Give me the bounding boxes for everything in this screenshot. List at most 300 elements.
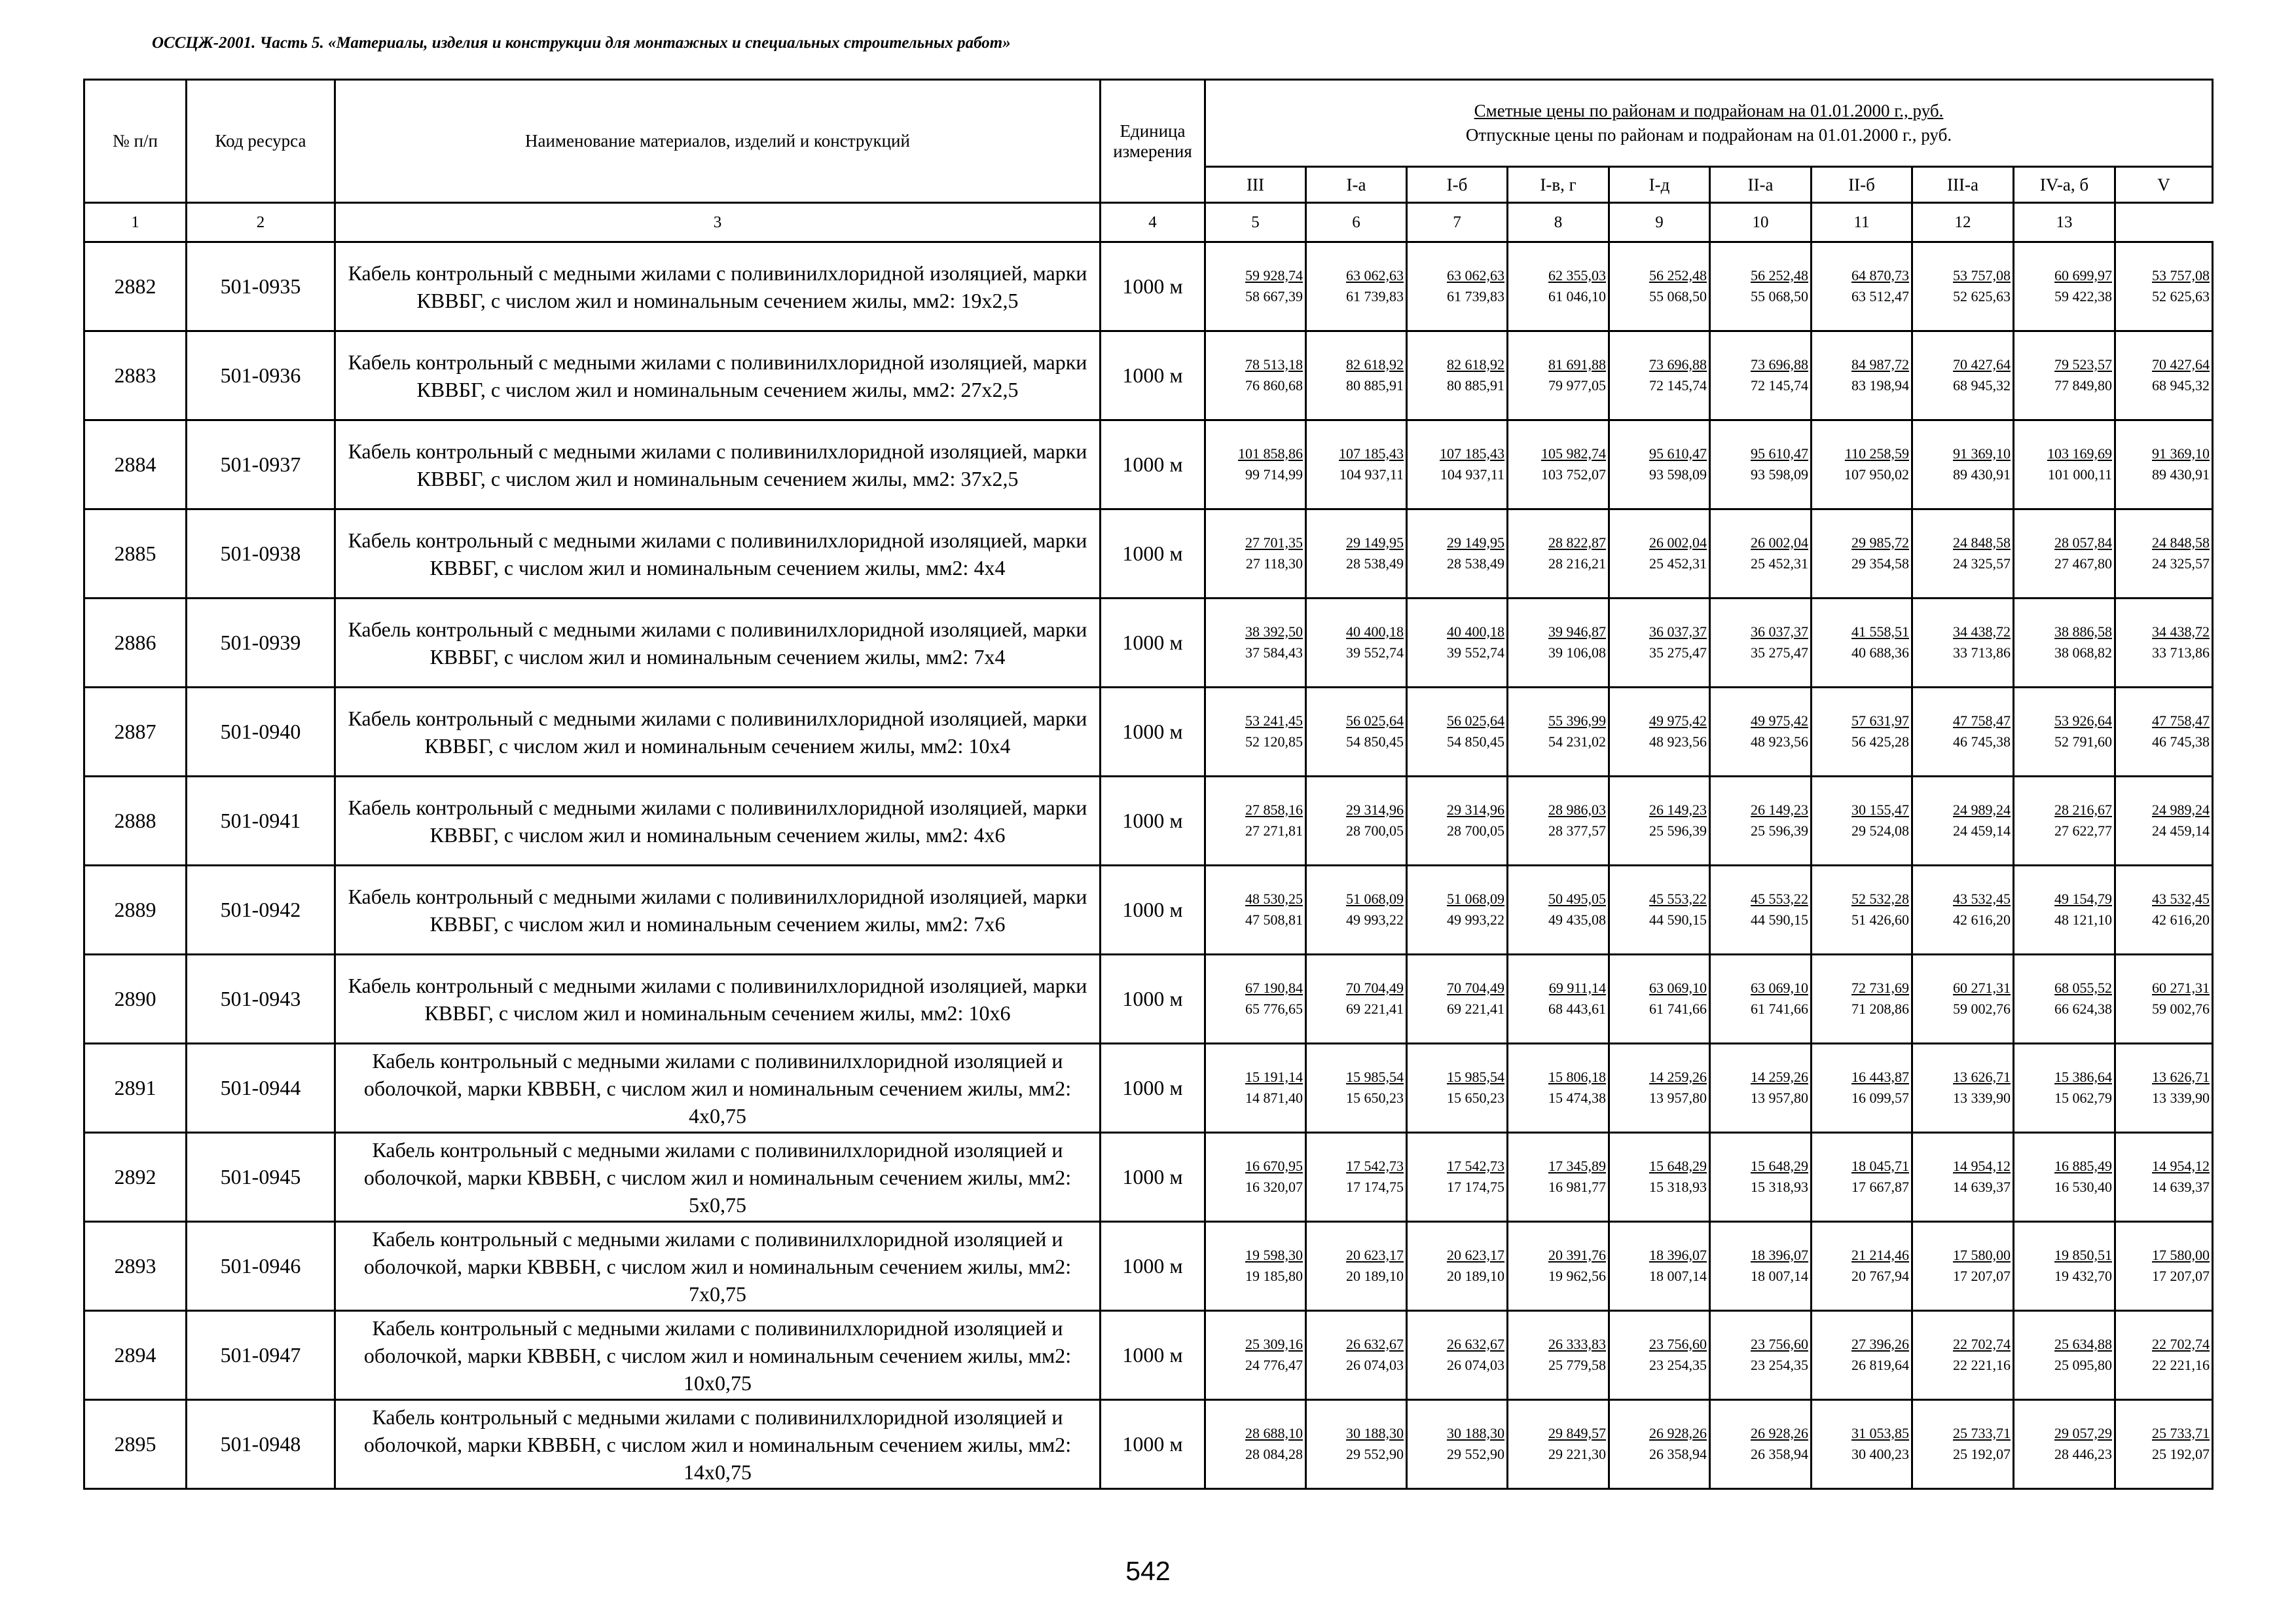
- table-row: [84, 509, 2213, 599]
- release-price: 16 530,40: [2054, 1178, 2112, 1195]
- row-number: 2887: [84, 688, 187, 777]
- release-price: 69 221,41: [1447, 1000, 1504, 1017]
- price-cell: [1609, 1133, 1710, 1222]
- column-index: 9: [1609, 203, 1710, 242]
- price-cell: [1812, 1311, 1912, 1400]
- page-number: 542: [1125, 1556, 1171, 1586]
- release-price: 22 221,16: [1953, 1356, 2011, 1373]
- price-cell: [1710, 1044, 1812, 1133]
- release-price: 23 254,35: [1649, 1356, 1707, 1373]
- release-price: 54 850,45: [1346, 733, 1404, 750]
- estimate-price: 24 848,58: [1953, 534, 2011, 551]
- estimate-price: 28 216,67: [2054, 801, 2112, 818]
- release-price: 42 616,20: [1953, 911, 2011, 928]
- table-row: [84, 1044, 2213, 1133]
- release-price: 99 714,99: [1245, 466, 1303, 483]
- release-price: 25 452,31: [1751, 555, 1808, 572]
- price-cell: [1306, 777, 1407, 866]
- region-header: I-б: [1407, 167, 1508, 203]
- unit-of-measure: 1000 м: [1101, 1222, 1205, 1311]
- estimate-price: 36 037,37: [1751, 623, 1808, 640]
- price-cell: [1407, 1311, 1508, 1400]
- estimate-price: 20 623,17: [1447, 1246, 1504, 1263]
- price-cell: [2115, 420, 2213, 509]
- release-price: 61 739,83: [1447, 287, 1504, 304]
- release-price: 35 275,47: [1649, 644, 1707, 661]
- price-cell: [1205, 599, 1306, 688]
- price-cell: [1407, 1133, 1508, 1222]
- price-cell: [1306, 599, 1407, 688]
- estimate-price: 25 733,71: [2152, 1424, 2210, 1441]
- price-cell: [1710, 331, 1812, 420]
- release-price: 83 198,94: [1851, 377, 1909, 394]
- price-cell: [1609, 955, 1710, 1044]
- estimate-price: 95 610,47: [1751, 445, 1808, 462]
- price-cell: [1508, 1222, 1609, 1311]
- estimate-price: 105 982,74: [1541, 445, 1606, 462]
- estimate-price: 16 443,87: [1851, 1068, 1909, 1085]
- estimate-price: 40 400,18: [1447, 623, 1504, 640]
- price-cell: [1812, 331, 1912, 420]
- price-cell: [1609, 420, 1710, 509]
- price-cell: [2014, 777, 2115, 866]
- material-name: Кабель контрольный с медными жилами с поливинилхлоридной изоляцией, марки КВВБГ, с числом жил и номинальным сечением жилы, мм2: 7х6: [335, 866, 1101, 955]
- estimate-price: 15 648,29: [1751, 1157, 1808, 1174]
- estimate-price: 39 946,87: [1548, 623, 1606, 640]
- price-cell: [2014, 1133, 2115, 1222]
- price-cell: [1407, 688, 1508, 777]
- release-price: 18 007,14: [1751, 1267, 1808, 1284]
- release-price: 71 208,86: [1851, 1000, 1909, 1017]
- resource-code: 501-0945: [187, 1133, 335, 1222]
- material-name: Кабель контрольный с медными жилами с поливинилхлоридной изоляцией и оболочкой, марки КВВБН, с числом жил и номинальным сечением жилы, мм2: 7х0,75: [335, 1222, 1101, 1311]
- price-table: [83, 79, 2214, 1490]
- release-price: 15 650,23: [1346, 1089, 1404, 1106]
- price-cell: [1710, 242, 1812, 331]
- region-header: V: [2115, 167, 2213, 203]
- estimate-price: 48 530,25: [1245, 890, 1303, 907]
- unit-of-measure: 1000 м: [1101, 331, 1205, 420]
- estimate-price: 107 185,43: [1339, 445, 1404, 462]
- price-cell: [1912, 420, 2014, 509]
- release-price: 65 776,65: [1245, 1000, 1303, 1017]
- estimate-price: 57 631,97: [1851, 712, 1909, 729]
- resource-code: 501-0938: [187, 509, 335, 599]
- estimate-price: 62 355,03: [1548, 267, 1606, 284]
- release-price: 35 275,47: [1751, 644, 1808, 661]
- price-cell: [1508, 331, 1609, 420]
- estimate-price: 26 149,23: [1751, 801, 1808, 818]
- region-header: I-в, г: [1508, 167, 1609, 203]
- estimate-price: 31 053,85: [1851, 1424, 1909, 1441]
- price-cell: [1912, 1400, 2014, 1489]
- row-number: 2888: [84, 777, 187, 866]
- estimate-price: 25 634,88: [2054, 1335, 2112, 1352]
- estimate-price: 20 391,76: [1548, 1246, 1606, 1263]
- estimate-price: 22 702,74: [1953, 1335, 2011, 1352]
- price-cell: [1912, 1044, 2014, 1133]
- estimate-price: 13 626,71: [2152, 1068, 2210, 1085]
- column-index: 2: [187, 203, 335, 242]
- release-price: 49 993,22: [1447, 911, 1504, 928]
- table-row: [84, 331, 2213, 420]
- price-cell: [1710, 1311, 1812, 1400]
- release-price: 25 779,58: [1548, 1356, 1606, 1373]
- price-cell: [1812, 688, 1912, 777]
- price-cell: [1407, 777, 1508, 866]
- resource-code: 501-0948: [187, 1400, 335, 1489]
- price-cell: [1710, 1400, 1812, 1489]
- price-cell: [2014, 420, 2115, 509]
- price-cell: [1609, 331, 1710, 420]
- release-price: 28 084,28: [1245, 1445, 1303, 1462]
- price-cell: [1407, 1400, 1508, 1489]
- estimate-price: 30 188,30: [1447, 1424, 1504, 1441]
- price-cell: [1205, 866, 1306, 955]
- col-header-unit: Единица измерения: [1101, 80, 1205, 203]
- price-cell: [1912, 599, 2014, 688]
- estimate-price: 25 733,71: [1953, 1424, 2011, 1441]
- release-price: 93 598,09: [1751, 466, 1808, 483]
- release-price: 33 713,86: [2152, 644, 2210, 661]
- price-cell: [1710, 688, 1812, 777]
- column-index: 4: [1101, 203, 1205, 242]
- estimate-price: 23 756,60: [1751, 1335, 1808, 1352]
- price-cell: [1812, 955, 1912, 1044]
- release-price: 22 221,16: [2152, 1356, 2210, 1373]
- estimate-price: 19 850,51: [2054, 1246, 2112, 1263]
- price-cell: [1812, 1133, 1912, 1222]
- estimate-price: 13 626,71: [1953, 1068, 2011, 1085]
- price-cell: [1407, 955, 1508, 1044]
- price-cell: [2115, 866, 2213, 955]
- release-price: 28 700,05: [1447, 822, 1504, 839]
- release-price: 14 639,37: [1953, 1178, 2011, 1195]
- price-cell: [1306, 1400, 1407, 1489]
- resource-code: 501-0944: [187, 1044, 335, 1133]
- estimate-price: 73 696,88: [1649, 356, 1707, 373]
- column-index: 5: [1205, 203, 1306, 242]
- price-cell: [2014, 866, 2115, 955]
- price-cell: [1508, 599, 1609, 688]
- price-cell: [1205, 509, 1306, 599]
- release-price: 54 231,02: [1548, 733, 1606, 750]
- release-price: 72 145,74: [1649, 377, 1707, 394]
- release-price: 20 767,94: [1851, 1267, 1909, 1284]
- estimate-price: 52 532,28: [1851, 890, 1909, 907]
- column-index: 1: [84, 203, 187, 242]
- region-header: III-а: [1912, 167, 2014, 203]
- estimate-price: 73 696,88: [1751, 356, 1808, 373]
- release-price: 47 508,81: [1245, 911, 1303, 928]
- price-cell: [1508, 1044, 1609, 1133]
- release-price: 17 207,07: [2152, 1267, 2210, 1284]
- table-row: [84, 688, 2213, 777]
- table-row: [84, 955, 2213, 1044]
- release-price: 44 590,15: [1751, 911, 1808, 928]
- release-price: 29 552,90: [1346, 1445, 1404, 1462]
- region-header: IV-а, б: [2014, 167, 2115, 203]
- price-cell: [1912, 688, 2014, 777]
- release-price: 40 688,36: [1851, 644, 1909, 661]
- price-cell: [2115, 331, 2213, 420]
- price-cell: [1407, 599, 1508, 688]
- release-price: 24 776,47: [1245, 1356, 1303, 1373]
- release-price: 27 118,30: [1245, 555, 1303, 572]
- estimate-price: 28 986,03: [1548, 801, 1606, 818]
- estimate-price: 17 580,00: [2152, 1246, 2210, 1263]
- release-price: 19 962,56: [1548, 1267, 1606, 1284]
- column-index: 10: [1710, 203, 1812, 242]
- estimate-price: 79 523,57: [2054, 356, 2112, 373]
- region-header: I-а: [1306, 167, 1407, 203]
- unit-of-measure: 1000 м: [1101, 1311, 1205, 1400]
- estimate-price: 53 757,08: [2152, 267, 2210, 284]
- release-price: 13 339,90: [2152, 1089, 2210, 1106]
- estimate-price: 15 191,14: [1245, 1068, 1303, 1085]
- estimate-price: 25 309,16: [1245, 1335, 1303, 1352]
- release-price: 48 121,10: [2054, 911, 2112, 928]
- price-cell: [1205, 1222, 1306, 1311]
- release-price: 19 432,70: [2054, 1267, 2112, 1284]
- material-name: Кабель контрольный с медными жилами с поливинилхлоридной изоляцией и оболочкой, марки КВВБН, с числом жил и номинальным сечением жилы, мм2: 5х0,75: [335, 1133, 1101, 1222]
- release-price: 30 400,23: [1851, 1445, 1909, 1462]
- release-price: 25 452,31: [1649, 555, 1707, 572]
- estimate-price: 28 688,10: [1245, 1424, 1303, 1441]
- estimate-price: 70 427,64: [1953, 356, 2011, 373]
- estimate-price: 29 149,95: [1447, 534, 1504, 551]
- price-cell: [1609, 1222, 1710, 1311]
- release-price: 13 957,80: [1649, 1089, 1707, 1106]
- column-index: 13: [2014, 203, 2115, 242]
- release-price: 59 002,76: [2152, 1000, 2210, 1017]
- price-cell: [2115, 955, 2213, 1044]
- estimate-price: 38 886,58: [2054, 623, 2112, 640]
- price-cell: [2115, 1133, 2213, 1222]
- price-cell: [1912, 1311, 2014, 1400]
- release-price: 61 046,10: [1548, 287, 1606, 304]
- price-cell: [1609, 509, 1710, 599]
- material-name: Кабель контрольный с медными жилами с поливинилхлоридной изоляцией, марки КВВБГ, с числом жил и номинальным сечением жилы, мм2: 10х4: [335, 688, 1101, 777]
- estimate-price: 26 002,04: [1751, 534, 1808, 551]
- release-price: 63 512,47: [1851, 287, 1909, 304]
- estimate-price: 49 975,42: [1751, 712, 1808, 729]
- table-row: [84, 242, 2213, 331]
- release-price: 68 945,32: [1953, 377, 2011, 394]
- price-cell: [1508, 242, 1609, 331]
- release-price: 17 174,75: [1447, 1178, 1504, 1195]
- release-price: 49 993,22: [1346, 911, 1404, 928]
- price-cell: [1205, 1400, 1306, 1489]
- estimate-price: 45 553,22: [1649, 890, 1707, 907]
- release-price: 13 957,80: [1751, 1089, 1808, 1106]
- prices-title-release: Отпускные цены по районам и подрайонам на 01.01.2000 г., руб.: [1465, 125, 1952, 145]
- price-cell: [2014, 242, 2115, 331]
- release-price: 25 192,07: [2152, 1445, 2210, 1462]
- price-cell: [1912, 1222, 2014, 1311]
- release-price: 28 446,23: [2054, 1445, 2112, 1462]
- price-cell: [1812, 777, 1912, 866]
- price-cell: [1812, 599, 1912, 688]
- table-row: [84, 420, 2213, 509]
- estimate-price: 69 911,14: [1548, 979, 1606, 996]
- resource-code: 501-0942: [187, 866, 335, 955]
- estimate-price: 40 400,18: [1346, 623, 1404, 640]
- price-cell: [1609, 866, 1710, 955]
- release-price: 15 318,93: [1751, 1178, 1808, 1195]
- release-price: 52 120,85: [1245, 733, 1303, 750]
- resource-code: 501-0939: [187, 599, 335, 688]
- release-price: 16 981,77: [1548, 1178, 1606, 1195]
- release-price: 29 221,30: [1548, 1445, 1606, 1462]
- price-cell: [1508, 420, 1609, 509]
- resource-code: 501-0936: [187, 331, 335, 420]
- estimate-price: 95 610,47: [1649, 445, 1707, 462]
- column-index: 12: [1912, 203, 2014, 242]
- price-cell: [1710, 420, 1812, 509]
- unit-of-measure: 1000 м: [1101, 1400, 1205, 1489]
- release-price: 15 062,79: [2054, 1089, 2112, 1106]
- release-price: 37 584,43: [1245, 644, 1303, 661]
- column-index: 3: [335, 203, 1101, 242]
- resource-code: 501-0943: [187, 955, 335, 1044]
- material-name: Кабель контрольный с медными жилами с поливинилхлоридной изоляцией, марки КВВБГ, с числом жил и номинальным сечением жилы, мм2: 10х6: [335, 955, 1101, 1044]
- release-price: 61 739,83: [1346, 287, 1404, 304]
- price-cell: [1609, 1400, 1710, 1489]
- material-name: Кабель контрольный с медными жилами с поливинилхлоридной изоляцией, марки КВВБГ, с числом жил и номинальным сечением жилы, мм2: 19х2,5: [335, 242, 1101, 331]
- estimate-price: 29 985,72: [1851, 534, 1909, 551]
- release-price: 61 741,66: [1649, 1000, 1707, 1017]
- estimate-price: 56 252,48: [1751, 267, 1808, 284]
- release-price: 26 819,64: [1851, 1356, 1909, 1373]
- price-cell: [1205, 331, 1306, 420]
- release-price: 26 358,94: [1649, 1445, 1707, 1462]
- column-index: 7: [1407, 203, 1508, 242]
- estimate-price: 47 758,47: [2152, 712, 2210, 729]
- release-price: 28 538,49: [1447, 555, 1504, 572]
- price-cell: [2115, 688, 2213, 777]
- unit-of-measure: 1000 м: [1101, 955, 1205, 1044]
- release-price: 28 700,05: [1346, 822, 1404, 839]
- price-cell: [1205, 1133, 1306, 1222]
- price-cell: [1508, 777, 1609, 866]
- row-number: 2884: [84, 420, 187, 509]
- estimate-price: 103 169,69: [2047, 445, 2112, 462]
- unit-of-measure: 1000 м: [1101, 1044, 1205, 1133]
- estimate-price: 41 558,51: [1851, 623, 1909, 640]
- price-cell: [2115, 1044, 2213, 1133]
- price-cell: [1912, 242, 2014, 331]
- price-cell: [1407, 1222, 1508, 1311]
- estimate-price: 56 252,48: [1649, 267, 1707, 284]
- estimate-price: 22 702,74: [2152, 1335, 2210, 1352]
- release-price: 24 459,14: [2152, 822, 2210, 839]
- estimate-price: 27 858,16: [1245, 801, 1303, 818]
- estimate-price: 43 532,45: [1953, 890, 2011, 907]
- estimate-price: 82 618,92: [1346, 356, 1404, 373]
- estimate-price: 34 438,72: [2152, 623, 2210, 640]
- price-cell: [2115, 1311, 2213, 1400]
- estimate-price: 30 155,47: [1851, 801, 1909, 818]
- table-row: [84, 1133, 2213, 1222]
- estimate-price: 14 259,26: [1649, 1068, 1707, 1085]
- price-cell: [1205, 420, 1306, 509]
- col-header-prices: [1205, 80, 2213, 167]
- price-cell: [1508, 509, 1609, 599]
- price-cell: [1912, 1133, 2014, 1222]
- estimate-price: 70 427,64: [2152, 356, 2210, 373]
- release-price: 24 325,57: [1953, 555, 2011, 572]
- price-cell: [1306, 1044, 1407, 1133]
- release-price: 27 467,80: [2054, 555, 2112, 572]
- price-cell: [1306, 509, 1407, 599]
- price-cell: [1710, 599, 1812, 688]
- price-cell: [2014, 1044, 2115, 1133]
- price-cell: [1306, 955, 1407, 1044]
- estimate-price: 81 691,88: [1548, 356, 1606, 373]
- price-cell: [1508, 1133, 1609, 1222]
- estimate-price: 27 396,26: [1851, 1335, 1909, 1352]
- price-cell: [2115, 242, 2213, 331]
- price-cell: [2014, 1222, 2115, 1311]
- price-cell: [1812, 242, 1912, 331]
- unit-of-measure: 1000 м: [1101, 420, 1205, 509]
- release-price: 104 937,11: [1440, 466, 1504, 483]
- release-price: 46 745,38: [2152, 733, 2210, 750]
- unit-of-measure: 1000 м: [1101, 1133, 1205, 1222]
- release-price: 89 430,91: [1953, 466, 2011, 483]
- release-price: 15 650,23: [1447, 1089, 1504, 1106]
- release-price: 19 185,80: [1245, 1267, 1303, 1284]
- release-price: 14 639,37: [2152, 1178, 2210, 1195]
- release-price: 77 849,80: [2054, 377, 2112, 394]
- release-price: 29 524,08: [1851, 822, 1909, 839]
- estimate-price: 17 345,89: [1548, 1157, 1606, 1174]
- estimate-price: 50 495,05: [1548, 890, 1606, 907]
- release-price: 55 068,50: [1751, 287, 1808, 304]
- estimate-price: 24 848,58: [2152, 534, 2210, 551]
- estimate-price: 18 396,07: [1751, 1246, 1808, 1263]
- release-price: 28 216,21: [1548, 555, 1606, 572]
- estimate-price: 29 314,96: [1346, 801, 1404, 818]
- price-cell: [1306, 866, 1407, 955]
- col-header-num: № п/п: [84, 80, 187, 203]
- price-cell: [2115, 1222, 2213, 1311]
- release-price: 39 106,08: [1548, 644, 1606, 661]
- estimate-price: 38 392,50: [1245, 623, 1303, 640]
- price-cell: [1508, 955, 1609, 1044]
- estimate-price: 63 069,10: [1751, 979, 1808, 996]
- release-price: 52 791,60: [2054, 733, 2112, 750]
- price-cell: [1205, 1311, 1306, 1400]
- release-price: 23 254,35: [1751, 1356, 1808, 1373]
- release-price: 27 622,77: [2054, 822, 2112, 839]
- release-price: 16 320,07: [1245, 1178, 1303, 1195]
- col-header-code: Код ресурса: [187, 80, 335, 203]
- release-price: 26 074,03: [1447, 1356, 1504, 1373]
- price-cell: [1205, 955, 1306, 1044]
- price-cell: [1508, 866, 1609, 955]
- estimate-price: 28 057,84: [2054, 534, 2112, 551]
- material-name: Кабель контрольный с медными жилами с поливинилхлоридной изоляцией и оболочкой, марки КВВБН, с числом жил и номинальным сечением жилы, мм2: 10х0,75: [335, 1311, 1101, 1400]
- estimate-price: 26 928,26: [1751, 1424, 1808, 1441]
- estimate-price: 15 985,54: [1447, 1068, 1504, 1085]
- price-cell: [1710, 1222, 1812, 1311]
- price-cell: [2115, 1400, 2213, 1489]
- price-cell: [1710, 866, 1812, 955]
- release-price: 20 189,10: [1447, 1267, 1504, 1284]
- column-index: 11: [1812, 203, 1912, 242]
